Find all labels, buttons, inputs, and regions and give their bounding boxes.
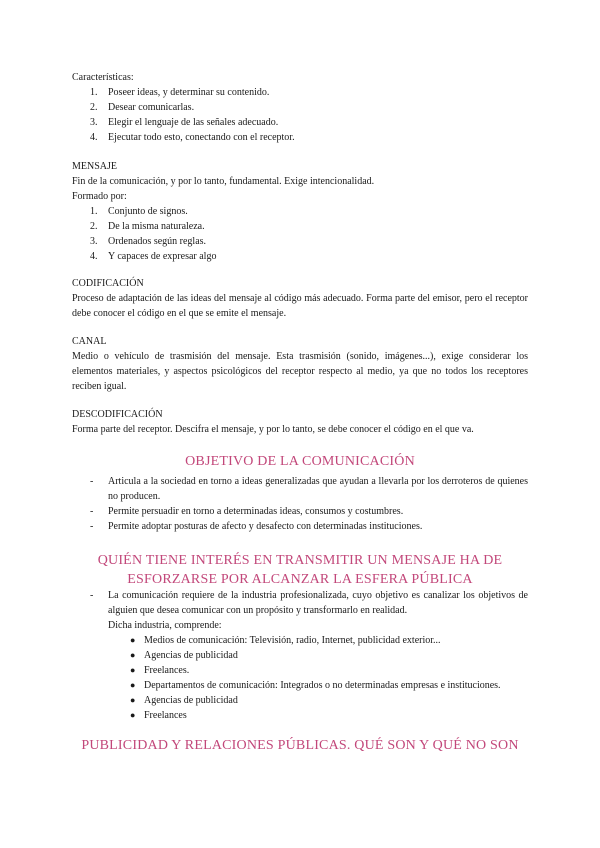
descodificacion-section (72, 407, 528, 437)
list-text: De la misma naturaleza. (108, 221, 205, 232)
paragraph: Fin de la comunicación, y por lo tanto, fundamental. Exige intencionalidad. (72, 176, 375, 187)
bullet-marker: ● (130, 695, 136, 705)
list-item (72, 115, 528, 130)
list-text: Departamentos de comunicación: Integrados o no determinadas empresas e instituciones. (144, 680, 501, 691)
paragraph: Proceso de adaptación de las ideas del mensaje al código más adecuado. Forma parte del emisor, pero el receptor debe conocer el código en el que se emite el mensaje. (72, 293, 528, 319)
list-item (72, 588, 528, 618)
list-item (72, 234, 528, 249)
list-item (72, 693, 528, 708)
quien-heading-line2: ESFORZARSE POR ALCANZAR LA ESFERA PÚBLICA (127, 572, 473, 587)
objetivo-heading: OBJETIVO DE LA COMUNICACIÓN (185, 454, 415, 469)
list-item (72, 130, 528, 145)
list-number: 2. (90, 221, 98, 232)
list-number: 2. (90, 102, 98, 113)
list-number: 1. (90, 87, 98, 98)
dash-marker: - (90, 521, 94, 532)
section-title: DESCODIFICACIÓN (72, 409, 163, 420)
dash-marker: - (90, 476, 94, 487)
bullet-marker: ● (130, 635, 136, 645)
list-number: 3. (90, 117, 98, 128)
list-text: Desear comunicarlas. (108, 102, 195, 113)
mensaje-section (72, 159, 528, 264)
list-item (72, 85, 528, 100)
bullet-marker: ● (130, 710, 136, 720)
list-item (72, 504, 528, 519)
section-title: CANAL (72, 336, 107, 347)
list-text: Agencias de publicidad (144, 695, 238, 706)
list-text: Agencias de publicidad (144, 650, 238, 661)
list-text: Y capaces de expresar algo (108, 251, 217, 262)
publicidad-heading: PUBLICIDAD Y RELACIONES PÚBLICAS. QUÉ SON Y QUÉ NO SON (81, 738, 519, 753)
list-text: Ordenados según reglas. (108, 236, 207, 247)
list-text: Elegir el lenguaje de las señales adecuado. (108, 117, 279, 128)
list-number: 1. (90, 206, 98, 217)
list-text: La comunicación requiere de la industria profesionalizada, cuyo objetivo es canalizar los objetivos de alguien que desea comunicar con un propósito y transformarlo en realidad. (108, 590, 528, 616)
quien-subtitle: Dicha industria, comprende: (108, 620, 222, 631)
list-text: Medios de comunicación: Televisión, radio, Internet, publicidad exterior... (144, 635, 441, 646)
bullet-marker: ● (130, 680, 136, 690)
section-title: CODIFICACIÓN (72, 278, 144, 289)
list-item (72, 708, 528, 723)
list-item (72, 100, 528, 115)
caracteristicas-label: Características: (72, 72, 134, 83)
list-text: Permite persuadir en torno a determinadas ideas, consumos y costumbres. (108, 506, 404, 517)
list-number: 4. (90, 132, 98, 143)
section-title: MENSAJE (72, 161, 118, 172)
codificacion-section (72, 276, 528, 321)
paragraph: Formado por: (72, 191, 127, 202)
list-text: Permite adoptar posturas de afecto y desafecto con determinadas instituciones. (108, 521, 423, 532)
dash-marker: - (90, 506, 94, 517)
objetivo-list (72, 474, 528, 534)
list-item (72, 633, 528, 648)
list-number: 3. (90, 236, 98, 247)
list-item (72, 204, 528, 219)
list-item (72, 249, 528, 264)
list-text: Freelances (144, 710, 187, 721)
list-item (72, 519, 528, 534)
bullet-marker: ● (130, 665, 136, 675)
paragraph: Medio o vehículo de trasmisión del mensaje. Esta trasmisión (sonido, imágenes...), exige considerar los elementos materiales, y aspectos psicológicos del receptor respecto al medio, ya que no todos los receptores reciben igual. (72, 351, 528, 392)
dash-marker: - (90, 590, 94, 601)
bullet-marker: ● (130, 650, 136, 660)
canal-section (72, 334, 528, 394)
list-text: Articula a la sociedad en torno a ideas generalizadas que ayudan a llevarla por los derroteros de quienes no producen. (108, 476, 528, 502)
list-item (72, 678, 528, 693)
list-item (72, 219, 528, 234)
quien-heading-line1: QUIÉN TIENE INTERÉS EN TRANSMITIR UN MENSAJE HA DE (97, 553, 503, 568)
list-item (72, 648, 528, 663)
list-number: 4. (90, 251, 98, 262)
caracteristicas-section (72, 70, 528, 145)
list-text: Poseer ideas, y determinar su contenido. (108, 87, 270, 98)
quien-section (72, 588, 528, 723)
list-item (72, 474, 528, 504)
list-text: Conjunto de signos. (108, 206, 188, 217)
paragraph: Forma parte del receptor. Descifra el mensaje, y por lo tanto, se debe conocer el código en el que va. (72, 424, 474, 435)
list-text: Freelances. (144, 665, 190, 676)
quien-heading (60, 551, 540, 589)
list-item (72, 663, 528, 678)
list-text: Ejecutar todo esto, conectando con el receptor. (108, 132, 295, 143)
